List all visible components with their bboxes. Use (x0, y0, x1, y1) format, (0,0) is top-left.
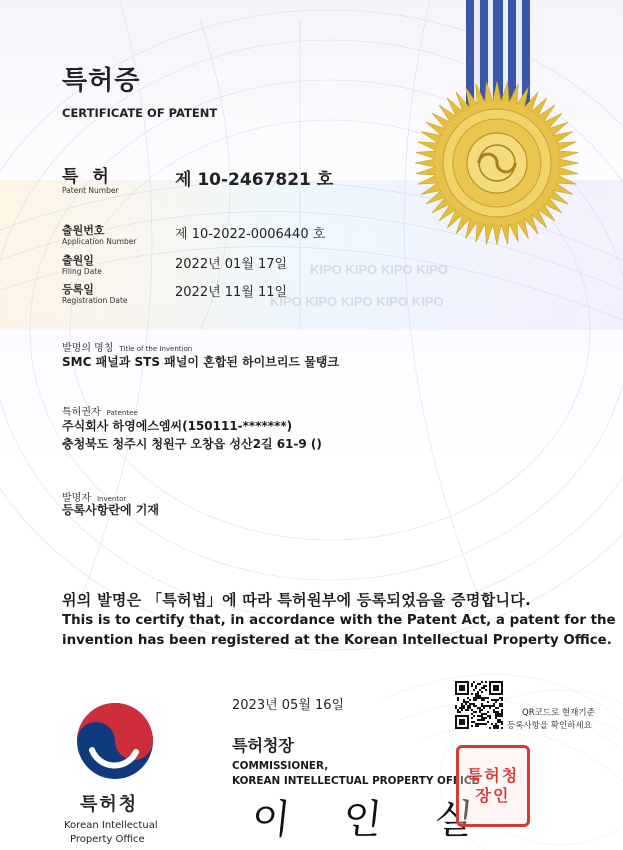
application-number-label-en: Application Number (62, 237, 137, 246)
patentee-label-ko: 특허권자 (62, 407, 101, 418)
issue-date: 2023년 05월 16일 (232, 698, 345, 713)
commissioner-title-ko: 특허청장 (232, 736, 294, 755)
certificate-title-ko: 특허증 (62, 66, 141, 96)
application-number-label-ko: 출원번호 (62, 224, 105, 237)
inventor-label-en: Inventor (96, 495, 127, 503)
qr-code[interactable] (455, 681, 503, 729)
patentee-name: 주식회사 하영에스엠씨(150111-*******) (62, 419, 293, 433)
application-number-value: 제 10-2022-0006440 호 (175, 227, 326, 242)
qr-note-line1: QR코드로 현재기준 (522, 708, 595, 718)
patent-number-label-ko: 특 허 (62, 167, 113, 187)
office-name-en-1: Korean Intellectual (64, 820, 158, 831)
office-name-en-2: Property Office (70, 834, 145, 845)
certification-statement-en-2: invention has been registered at the Korean Intellectual Property Office. (62, 633, 612, 648)
filing-date-value: 2022년 01월 17일 (175, 257, 288, 272)
patent-number-label-en: Patent Number (62, 186, 119, 195)
stamp-text: 특허청장인 (466, 766, 520, 805)
commissioner-title-en-2: KOREAN INTELLECTUAL PROPERTY OFFICE (232, 775, 479, 787)
taegeuk-logo-icon (74, 700, 156, 782)
patent-number-value: 제 10-2467821 호 (175, 170, 334, 190)
official-red-stamp (456, 745, 530, 827)
invention-label-ko: 발명의 명칭 (62, 343, 114, 354)
inventor-label-ko: 발명자 (62, 493, 91, 504)
registration-date-label-ko: 등록일 (62, 283, 94, 296)
invention-label-en: Title of the Invention (119, 345, 193, 353)
filing-date-label-en: Filing Date (62, 267, 102, 276)
certificate-title-en: CERTIFICATE OF PATENT (62, 106, 218, 120)
patentee-address: 충청북도 청주시 청원구 오창읍 성산2길 61-9 () (62, 437, 322, 451)
gold-seal-emblem (412, 78, 582, 248)
office-name-ko: 특허청 (80, 794, 139, 815)
commissioner-title-en-1: COMMISSIONER, (232, 760, 329, 772)
certification-statement-ko: 위의 발명은 「특허법」에 따라 특허원부에 등록되었음을 증명합니다. (62, 591, 532, 609)
registration-date-value: 2022년 11월 11일 (175, 285, 288, 300)
invention-title: SMC 패널과 STS 패널이 혼합된 하이브리드 물탱크 (62, 355, 339, 369)
commissioner-signature: 이 인 실 (249, 797, 496, 843)
inventor-value: 등록사항란에 기재 (62, 503, 159, 517)
qr-note-line2: 등록사항을 확인하세요 (507, 721, 592, 731)
filing-date-label-ko: 출원일 (62, 254, 94, 267)
registration-date-label-en: Registration Date (62, 296, 128, 305)
patentee-label-en: Patentee (106, 409, 138, 417)
kipo-watermark-2: KIPO KIPO KIPO KIPO KIPO (270, 294, 444, 309)
certification-statement-en-1: This is to certify that, in accordance with the Patent Act, a patent for the (62, 613, 616, 628)
kipo-watermark-1: KIPO KIPO KIPO KIPO (310, 262, 449, 277)
